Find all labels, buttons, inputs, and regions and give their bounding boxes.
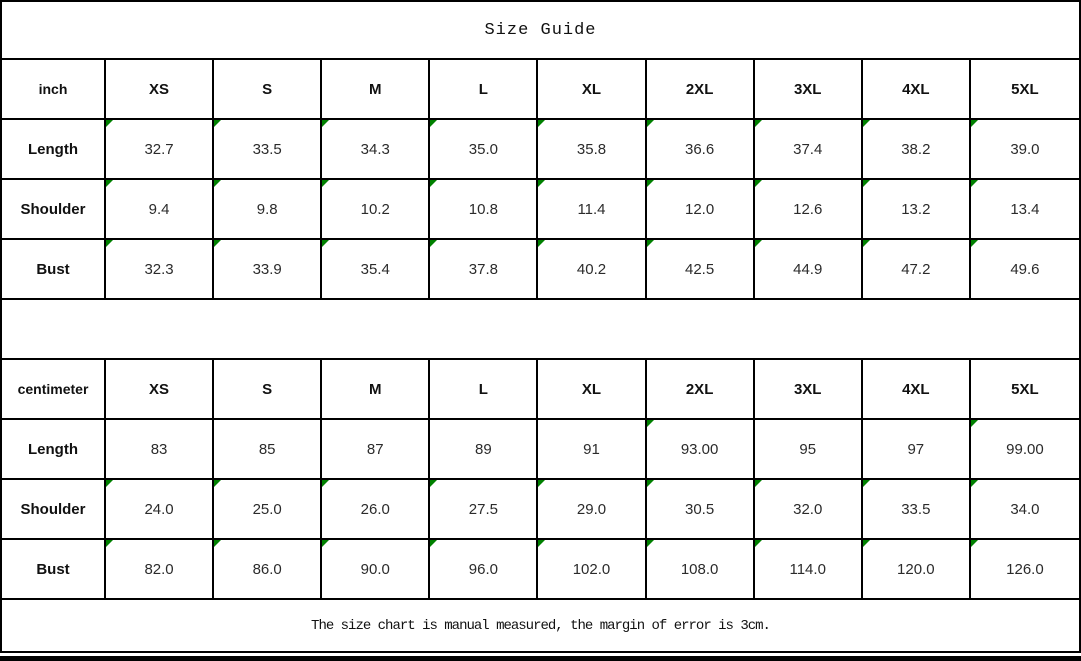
measurement-cell (430, 540, 538, 598)
excel-flag-icon (755, 540, 762, 547)
cell-value: 38.2 (901, 140, 931, 158)
excel-flag-icon (322, 240, 329, 247)
cell-value: 33.5 (252, 140, 282, 158)
measurement-cell (971, 120, 1079, 178)
measurement-cell (971, 480, 1079, 538)
measurement-cell (863, 240, 971, 298)
measurement-cell (538, 480, 646, 538)
measurement-cell (538, 120, 646, 178)
cm-length-row (2, 420, 1079, 480)
cell-value: 39.0 (1010, 140, 1040, 158)
measurement-cell (863, 420, 971, 478)
cell-value: 89 (475, 440, 492, 458)
cell-value: 11.4 (577, 200, 606, 218)
excel-flag-icon (863, 480, 870, 487)
cell-value: 93.00 (680, 440, 719, 458)
cell-value: 126.0 (1006, 560, 1044, 578)
inch-header-row (2, 60, 1079, 120)
cell-value: 32.7 (144, 140, 174, 158)
cell-value: 99.00 (1006, 440, 1044, 458)
excel-flag-icon (106, 120, 113, 127)
measurement-cell (322, 180, 430, 238)
disclaimer-note: The size chart is manual measured, the margin of error is 3cm. (2, 600, 1079, 653)
measurement-cell (430, 480, 538, 538)
row-label: Shoulder (2, 480, 106, 538)
measurement-cell (971, 420, 1079, 478)
measurement-cell (214, 540, 322, 598)
excel-flag-icon (430, 480, 437, 487)
row-label: Shoulder (2, 180, 106, 238)
measurement-cell (647, 120, 755, 178)
size-col-header-s: S (214, 360, 322, 418)
cell-value: 10.2 (360, 200, 390, 218)
size-col-header-xl: XL (538, 360, 646, 418)
measurement-cell (106, 240, 214, 298)
excel-flag-icon (647, 240, 654, 247)
excel-flag-icon (322, 540, 329, 547)
measurement-cell (647, 180, 755, 238)
size-col-header-3xl: 3XL (755, 360, 863, 418)
measurement-cell (106, 540, 214, 598)
cell-value: 114.0 (789, 560, 826, 578)
cell-value: 87 (366, 440, 384, 458)
measurement-cell (106, 480, 214, 538)
excel-flag-icon (214, 240, 221, 247)
excel-flag-icon (971, 480, 978, 487)
size-col-header-4xl: 4XL (863, 360, 971, 418)
excel-flag-icon (430, 120, 437, 127)
cell-value: 102.0 (572, 560, 611, 578)
cell-value: 25.0 (252, 500, 282, 518)
cell-value: 35.0 (468, 140, 498, 158)
excel-flag-icon (863, 540, 870, 547)
cell-value: 97 (907, 440, 925, 458)
cell-value: 13.2 (901, 200, 931, 218)
size-col-header-5xl: 5XL (1011, 80, 1039, 98)
excel-flag-icon (863, 120, 870, 127)
size-col-header-l: L (430, 60, 538, 118)
row-label: Length (2, 120, 106, 178)
measurement-cell (214, 420, 322, 478)
cm-bust-row (2, 540, 1079, 600)
measurement-cell (755, 120, 863, 178)
excel-flag-icon (106, 480, 113, 487)
excel-flag-icon (863, 180, 870, 187)
measurement-cell (430, 180, 538, 238)
measurement-cell (214, 180, 322, 238)
cell-value: 32.3 (144, 260, 174, 278)
size-col-header-5xl: 5XL (1011, 380, 1039, 398)
excel-flag-icon (430, 240, 437, 247)
cell-value: 49.6 (1010, 260, 1040, 278)
measurement-cell (755, 420, 863, 478)
cell-value: 86.0 (252, 560, 282, 578)
cell-value: 36.6 (685, 140, 715, 158)
measurement-cell (322, 480, 430, 538)
measurement-cell (971, 180, 1079, 238)
cell-value: 9.4 (148, 200, 170, 218)
size-col-header-m: M (322, 60, 430, 118)
excel-flag-icon (322, 120, 329, 127)
measurement-cell (430, 120, 538, 178)
cell-value: 108.0 (680, 560, 719, 578)
cell-value: 44.9 (793, 260, 823, 278)
cell-value: 9.8 (256, 200, 278, 218)
measurement-cell (106, 420, 214, 478)
measurement-cell (538, 540, 646, 598)
excel-flag-icon (971, 180, 978, 187)
excel-flag-icon (106, 180, 113, 187)
cell-value: 34.0 (1010, 500, 1040, 518)
excel-flag-icon (538, 180, 545, 187)
size-col-header-xl: XL (538, 60, 646, 118)
cell-value: 26.0 (360, 500, 390, 518)
excel-flag-icon (106, 240, 113, 247)
excel-flag-icon (538, 240, 545, 247)
cm-shoulder-row (2, 480, 1079, 540)
measurement-cell (322, 120, 430, 178)
excel-flag-icon (214, 540, 221, 547)
measurement-cell (322, 540, 430, 598)
measurement-cell (863, 180, 971, 238)
measurement-cell (106, 180, 214, 238)
measurement-cell (214, 120, 322, 178)
cm-header-row (2, 360, 1079, 420)
measurement-cell (755, 180, 863, 238)
excel-flag-icon (971, 420, 978, 427)
cell-value: 90.0 (360, 560, 390, 578)
size-col-header-m: M (322, 360, 430, 418)
size-col-header-4xl: 4XL (863, 60, 971, 118)
cell-value: 30.5 (685, 500, 715, 518)
cell-value: 96.0 (468, 560, 498, 578)
excel-flag-icon (755, 240, 762, 247)
measurement-cell (430, 420, 538, 478)
measurement-cell (647, 540, 755, 598)
size-col-header-3xl: 3XL (755, 60, 863, 118)
cell-value: 35.8 (576, 140, 607, 158)
cell-value: 29.0 (576, 500, 607, 518)
excel-flag-icon (647, 480, 654, 487)
measurement-cell (538, 240, 646, 298)
measurement-cell (538, 180, 646, 238)
cell-value: 32.0 (793, 500, 823, 518)
excel-flag-icon (430, 180, 437, 187)
row-label: Length (2, 420, 106, 478)
cell-value: 34.3 (360, 140, 390, 158)
size-col-header-xs: XS (106, 360, 214, 418)
size-col-header-2xl: 2XL (647, 60, 755, 118)
excel-flag-icon (971, 120, 978, 127)
inch-length-row (2, 120, 1079, 180)
excel-flag-icon (971, 240, 978, 247)
cell-value: 12.6 (793, 200, 823, 218)
size-col-header-s: S (214, 60, 322, 118)
cell-value: 37.8 (468, 260, 498, 278)
excel-flag-icon (322, 180, 329, 187)
cell-value: 91 (583, 440, 600, 458)
cell-value: 33.5 (901, 500, 931, 518)
excel-flag-icon (214, 480, 221, 487)
cell-value: 27.5 (468, 500, 498, 518)
unit-header-centimeter: centimeter (2, 360, 106, 418)
measurement-cell (106, 120, 214, 178)
cell-value: 95 (799, 440, 817, 458)
cell-value: 47.2 (901, 260, 931, 278)
excel-flag-icon (538, 540, 545, 547)
excel-flag-icon (214, 120, 221, 127)
measurement-cell (430, 240, 538, 298)
cell-value: 82.0 (144, 560, 174, 578)
cell-value: 13.4 (1010, 200, 1040, 218)
excel-flag-icon (971, 540, 978, 547)
excel-flag-icon (755, 120, 762, 127)
excel-flag-icon (647, 420, 654, 427)
inch-bust-row (2, 240, 1079, 300)
cell-value: 24.0 (144, 500, 174, 518)
measurement-cell (647, 420, 755, 478)
measurement-cell (755, 540, 863, 598)
cell-value: 33.9 (252, 260, 282, 278)
measurement-cell (647, 240, 755, 298)
measurement-cell (863, 540, 971, 598)
measurement-cell (322, 420, 430, 478)
table-spacer (2, 300, 1079, 360)
row-label: Bust (2, 540, 106, 598)
excel-flag-icon (538, 480, 545, 487)
cell-value: 120.0 (897, 560, 935, 578)
excel-flag-icon (755, 180, 762, 187)
measurement-cell (971, 240, 1079, 298)
page-title: Size Guide (2, 2, 1079, 60)
cell-value: 85 (258, 440, 276, 458)
cell-value: 35.4 (360, 260, 390, 278)
excel-flag-icon (214, 180, 221, 187)
cell-value: 37.4 (793, 140, 823, 158)
excel-flag-icon (430, 540, 437, 547)
cell-value: 12.0 (685, 200, 715, 218)
bottom-black-bar (0, 656, 1081, 661)
measurement-cell (214, 240, 322, 298)
excel-flag-icon (755, 480, 762, 487)
cell-value: 83 (150, 440, 168, 458)
cell-value: 40.2 (576, 260, 607, 278)
cell-value: 42.5 (685, 260, 715, 278)
excel-flag-icon (647, 180, 654, 187)
measurement-cell (863, 120, 971, 178)
measurement-cell (755, 480, 863, 538)
measurement-cell (322, 240, 430, 298)
inch-shoulder-row (2, 180, 1079, 240)
measurement-cell (538, 420, 646, 478)
measurement-cell (647, 480, 755, 538)
excel-flag-icon (106, 540, 113, 547)
excel-flag-icon (322, 480, 329, 487)
measurement-cell (863, 480, 971, 538)
cell-value: 10.8 (468, 200, 498, 218)
excel-flag-icon (647, 540, 654, 547)
size-col-header-l: L (430, 360, 538, 418)
excel-flag-icon (538, 120, 545, 127)
excel-flag-icon (863, 240, 870, 247)
measurement-cell (755, 240, 863, 298)
measurement-cell (214, 480, 322, 538)
excel-flag-icon (647, 120, 654, 127)
size-col-header-2xl: 2XL (647, 360, 755, 418)
row-label: Bust (2, 240, 106, 298)
unit-header-inch: inch (2, 60, 106, 118)
size-col-header-xs: XS (106, 60, 214, 118)
measurement-cell (971, 540, 1079, 598)
